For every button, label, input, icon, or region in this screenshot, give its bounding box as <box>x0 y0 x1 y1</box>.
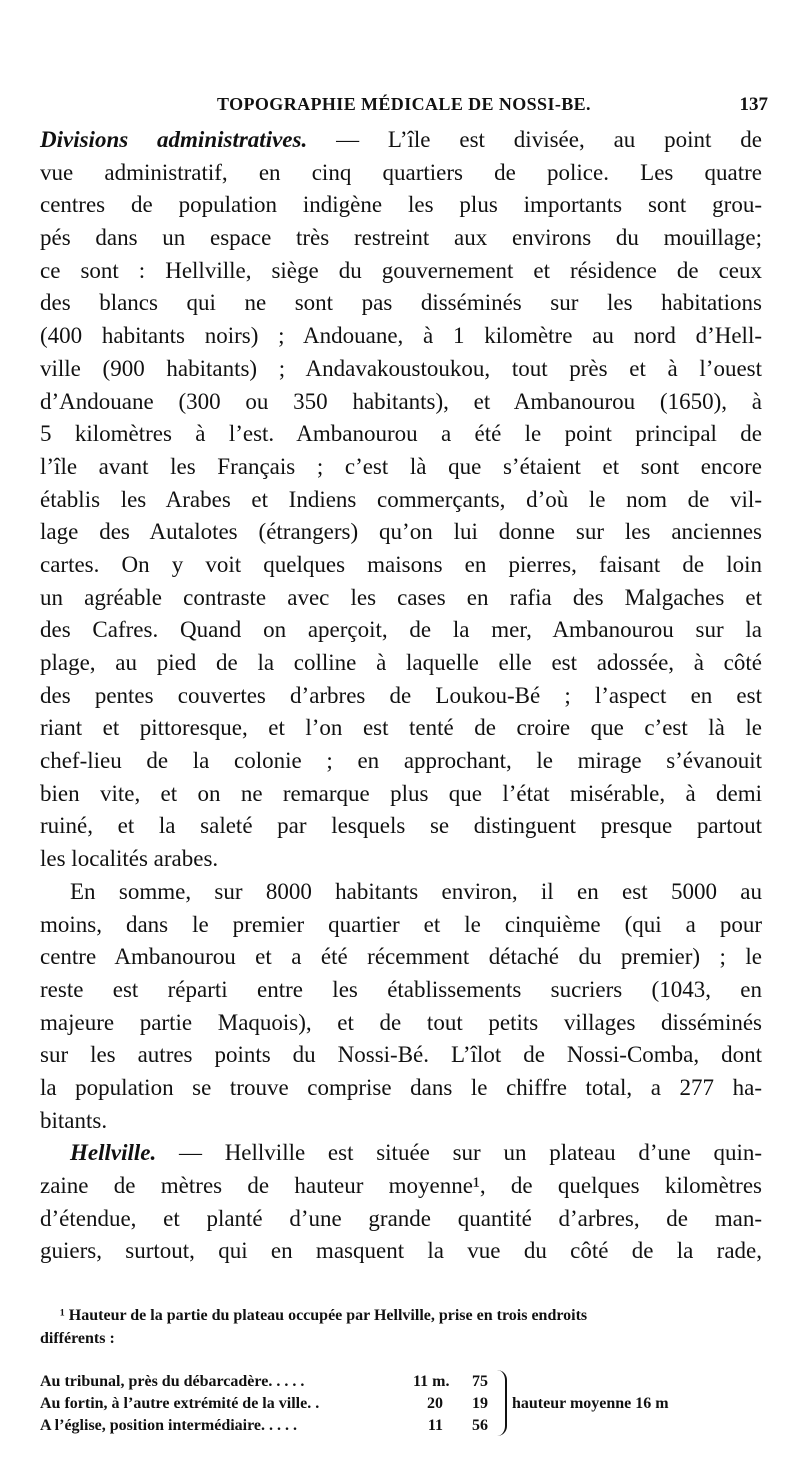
footnote-line: ¹ Hauteur de la partie du plateau occupée par Hellville, prise en trois endroits <box>60 1307 588 1324</box>
text-line <box>40 843 762 876</box>
line-text: — Hellville est située sur un plateau d’une quin- <box>156 1140 762 1166</box>
row-centimeters: 19 <box>472 1395 488 1412</box>
line-text: 5 kilomètres à l’est. Ambanourou a été le point principal de <box>40 421 762 447</box>
text-line <box>40 745 762 778</box>
line-text: des pentes couvertes d’arbres de Loukou-Bé ; l’aspect en est <box>40 682 762 708</box>
text-line <box>40 484 762 517</box>
text-line <box>40 516 762 549</box>
footnote <box>40 1304 762 1442</box>
row-meters: 11 <box>427 1417 443 1434</box>
line-text: vue administratif, en cinq quartiers de police. Les quatre <box>40 159 762 185</box>
text-line <box>40 712 762 745</box>
average-height: hauteur moyenne 16 m <box>512 1395 669 1412</box>
footnote-table <box>40 1370 762 1442</box>
line-text: centres de population indigène les plus importants sont grou- <box>40 192 762 218</box>
line-text: des Cafres. Quand on aperçoit, de la mer, Ambanourou sur la <box>40 617 762 643</box>
text-line <box>40 810 762 843</box>
text-line <box>40 549 762 582</box>
brace-decoration <box>495 1370 507 1436</box>
line-text: cartes. On y voit quelques maisons en pierres, faisant de loin <box>40 551 762 577</box>
running-head <box>40 94 768 120</box>
page-number: 137 <box>739 94 768 115</box>
line-text: (400 habitants noirs) ; Andouane, à 1 kilomètre au nord d’Hell- <box>40 323 762 349</box>
text-line <box>40 1007 762 1040</box>
line-text: centre Ambanourou et a été récemment détaché du premier) ; le <box>40 944 762 970</box>
line-text: En somme, sur 8000 habitants environ, il en est 5000 au <box>70 878 762 904</box>
text-line <box>40 1039 762 1072</box>
line-text: des blancs qui ne sont pas disséminés sur les habitations <box>40 290 762 316</box>
line-text: moins, dans le premier quartier et le cinquième (qui a pour <box>40 911 762 937</box>
text-line <box>40 909 762 942</box>
line-text: ce sont : Hellville, siège du gouvernement et résidence de ceux <box>40 257 762 283</box>
line-text: ville (900 habitants) ; Andavakoustoukou, tout près et à l’ouest <box>40 355 762 381</box>
line-text: guiers, surtout, qui en masquent la vue du côté de la rade, <box>40 1238 762 1264</box>
line-text: les localités arabes. <box>40 846 219 872</box>
line-text: bitants. <box>40 1107 108 1133</box>
line-text: plage, au pied de la colline à laquelle elle est adossée, à côté <box>40 650 762 675</box>
row-centimeters: 56 <box>472 1417 488 1434</box>
footnote-line: différents : <box>40 1330 115 1347</box>
row-meters: 11 m. <box>413 1373 450 1390</box>
text-line <box>40 222 762 255</box>
line-text: un agréable contraste avec les cases en rafia des Malgaches et <box>40 584 762 610</box>
text-line <box>40 124 762 157</box>
line-text: lage des Autalotes (étrangers) qu’on lui donne sur les anciennes <box>40 519 762 545</box>
row-centimeters: 75 <box>472 1373 488 1390</box>
line-text: majeure partie Maquois), et de tout petits villages disséminés <box>40 1009 762 1035</box>
text-line <box>40 386 762 419</box>
line-text: pés dans un espace très restreint aux environs du mouillage; <box>40 225 762 251</box>
line-text: — L’île est divisée, au point de <box>307 127 762 152</box>
text-line <box>40 778 762 811</box>
text-line <box>40 157 762 190</box>
line-text: ruiné, et la saleté par lesquels se distinguent presque partout <box>40 813 762 839</box>
text-line <box>40 189 762 222</box>
section-heading: Divisions administratives. <box>40 127 308 152</box>
line-text: bien vite, et on ne remarque plus que l’état misérable, à demi <box>40 780 762 806</box>
body-text <box>40 124 762 1268</box>
text-line <box>40 255 762 288</box>
text-line <box>40 680 762 713</box>
line-text: zaine de mètres de hauteur moyenne¹, de quelques kilomètres <box>40 1173 762 1198</box>
text-line <box>40 1235 762 1268</box>
text-line <box>40 582 762 615</box>
line-text: d’étendue, et planté d’une grande quantité d’arbres, de man- <box>40 1205 762 1231</box>
text-line <box>40 614 762 647</box>
line-text: sur les autres points du Nossi-Bé. L’îlot de Nossi-Comba, dont <box>40 1042 762 1068</box>
line-text: l’île avant les Français ; c’est là que s’étaient et sont encore <box>40 453 762 479</box>
line-text: reste est réparti entre les établissements sucriers (1043, en <box>40 976 762 1002</box>
text-line <box>40 1105 762 1138</box>
row-label: Au fortin, à l’autre extrémité de la ville. . <box>40 1395 320 1412</box>
line-text: la population se trouve comprise dans le chiffre total, a 277 ha- <box>40 1074 762 1100</box>
row-label: A l’église, position intermédiaire. . . . . <box>40 1417 298 1434</box>
line-text: riant et pittoresque, et l’on est tenté de croire que c’est là le <box>40 715 762 741</box>
running-title: TOPOGRAPHIE MÉDICALE DE NOSSI-BE. <box>217 94 591 114</box>
text-line <box>40 876 762 909</box>
text-line <box>40 1203 762 1236</box>
text-line <box>40 418 762 451</box>
text-line <box>40 1170 762 1203</box>
line-text: établis les Arabes et Indiens commerçants, d’où le nom de vil- <box>40 486 762 512</box>
line-text: d’Andouane (300 ou 350 habitants), et Ambanourou (1650), à <box>40 388 762 414</box>
text-line <box>40 1072 762 1105</box>
row-meters: 20 <box>427 1395 443 1412</box>
row-label: Au tribunal, près du débarcadère. . . . . <box>40 1373 305 1390</box>
text-line <box>40 647 762 680</box>
text-line <box>40 320 762 353</box>
line-text: chef-lieu de la colonie ; en approchant, le mirage s’évanouit <box>40 748 762 774</box>
text-line <box>40 353 762 386</box>
text-line <box>40 1137 762 1170</box>
text-line <box>40 287 762 320</box>
text-line <box>40 974 762 1007</box>
section-heading: Hellville. <box>70 1140 157 1166</box>
text-line <box>40 941 762 974</box>
text-line <box>40 451 762 484</box>
